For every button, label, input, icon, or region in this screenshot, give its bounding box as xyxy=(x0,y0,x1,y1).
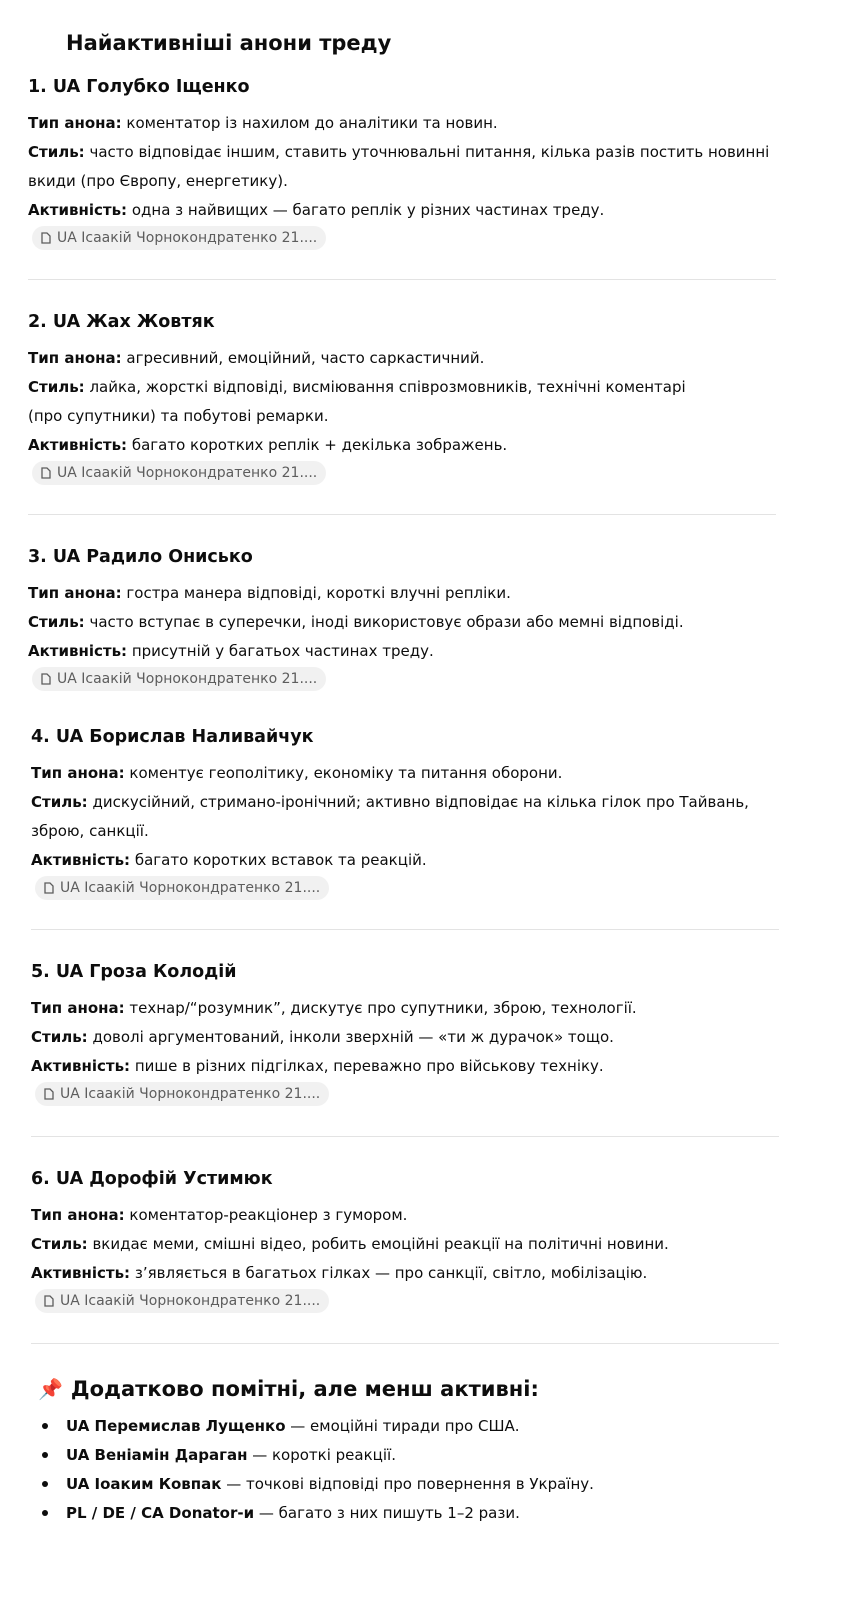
list-item xyxy=(40,1499,594,1528)
field-label-type: Тип анона: xyxy=(28,114,122,132)
field-value: агресивний, емоційний, часто саркастичний. xyxy=(126,349,485,367)
list-item xyxy=(40,1412,594,1441)
source-chip-label: UA Ісаакій Чорнокондратенко 21.... xyxy=(60,1293,321,1309)
anon-type xyxy=(31,994,779,1023)
anon-style xyxy=(28,608,776,637)
source-citation-chip[interactable] xyxy=(35,1082,329,1106)
divider xyxy=(28,279,776,280)
field-label-style: Стиль: xyxy=(28,143,85,161)
anon-type xyxy=(31,1201,779,1230)
anon-style xyxy=(28,138,776,196)
source-citation-chip[interactable] xyxy=(32,226,326,250)
list-item xyxy=(40,1441,594,1470)
source-chip-label: UA Ісаакій Чорнокондратенко 21.... xyxy=(57,465,318,481)
anon-type xyxy=(28,109,776,138)
field-value: лайка, жорсткі відповіді, висміювання співрозмовників, технічні коментарі (про супутники) та побутові ремарки. xyxy=(28,378,686,425)
anon-name: 5. UA Гроза Колодій xyxy=(31,962,237,982)
anon-name: 4. UA Борислав Наливайчук xyxy=(31,727,314,747)
anon-activity xyxy=(28,637,776,666)
field-value: присутній у багатьох частинах треду. xyxy=(131,642,434,660)
field-label-style: Стиль: xyxy=(31,793,88,811)
field-label-style: Стиль: xyxy=(28,613,85,631)
document-icon xyxy=(41,673,51,685)
anon-activity xyxy=(31,1052,779,1081)
page-title: Найактивніші анони треду xyxy=(66,31,392,55)
anon-style xyxy=(31,788,779,846)
anon-name: 1. UA Голубко Іщенко xyxy=(28,77,250,97)
anon-name: 2. UA Жах Жовтяк xyxy=(28,312,215,332)
anon-section xyxy=(28,310,776,485)
document-icon xyxy=(44,1088,54,1100)
field-value: багато коротких реплік + декілька зображень. xyxy=(131,436,508,454)
anon-style xyxy=(28,373,708,431)
bullet xyxy=(42,1452,48,1458)
field-label-type: Тип анона: xyxy=(28,349,122,367)
anon-type xyxy=(31,759,779,788)
field-label-type: Тип анона: xyxy=(28,584,122,602)
list-item xyxy=(40,1470,594,1499)
anon-section xyxy=(31,725,779,900)
divider xyxy=(28,514,776,515)
divider xyxy=(31,1136,779,1137)
bullet xyxy=(42,1510,48,1516)
source-chip-label: UA Ісаакій Чорнокондратенко 21.... xyxy=(57,671,318,687)
field-label-type: Тип анона: xyxy=(31,764,125,782)
anon-activity xyxy=(28,431,776,460)
field-value: з’являється в багатьох гілках — про санкції, світло, мобілізацію. xyxy=(134,1264,648,1282)
extra-item-name: UA Перемислав Лущенко xyxy=(66,1417,286,1435)
anon-name: 3. UA Радило Онисько xyxy=(28,547,253,567)
anon-section xyxy=(28,545,776,691)
anon-style xyxy=(31,1230,779,1259)
anon-type xyxy=(28,579,776,608)
field-label-activity: Активність: xyxy=(31,851,131,869)
bullet xyxy=(42,1423,48,1429)
field-value: доволі аргументований, інколи зверхній — «ти ж дурачок» тощо. xyxy=(92,1028,614,1046)
extra-item-desc: — точкові відповіді про повернення в Україну. xyxy=(221,1475,594,1493)
field-value: технар/“розумник”, дискутує про супутники, зброю, технології. xyxy=(129,999,637,1017)
field-label-style: Стиль: xyxy=(31,1235,88,1253)
field-value: часто відповідає іншим, ставить уточнювальні питання, кілька разів постить новинні вкиди (про Європу, енергетику). xyxy=(28,143,770,190)
source-citation-chip[interactable] xyxy=(32,667,326,691)
bullet xyxy=(42,1481,48,1487)
field-label-activity: Активність: xyxy=(31,1264,131,1282)
divider xyxy=(31,929,779,930)
extra-item-desc: — короткі реакції. xyxy=(247,1446,396,1464)
divider xyxy=(31,1343,779,1344)
anon-style xyxy=(31,1023,779,1052)
field-value: одна з найвищих — багато реплік у різних частинах треду. xyxy=(131,201,605,219)
field-label-type: Тип анона: xyxy=(31,999,125,1017)
field-value: коментатор-реакціонер з гумором. xyxy=(129,1206,408,1224)
anon-name: 6. UA Дорофій Устимюк xyxy=(31,1169,273,1189)
field-label-activity: Активність: xyxy=(28,642,128,660)
field-label-style: Стиль: xyxy=(31,1028,88,1046)
field-value: коментатор із нахилом до аналітики та новин. xyxy=(126,114,498,132)
extra-item-name: UA Іоаким Ковпак xyxy=(66,1475,222,1493)
field-label-activity: Активність: xyxy=(28,201,128,219)
source-citation-chip[interactable] xyxy=(35,1289,329,1313)
extra-item-desc: — багато з них пишуть 1–2 рази. xyxy=(254,1504,520,1522)
document-icon xyxy=(41,467,51,479)
field-value: гостра манера відповіді, короткі влучні репліки. xyxy=(126,584,511,602)
field-label-activity: Активність: xyxy=(31,1057,131,1075)
pushpin-icon: 📌 xyxy=(38,1377,63,1401)
anon-activity xyxy=(31,1259,779,1288)
extra-list xyxy=(40,1412,594,1528)
anon-section xyxy=(28,75,776,250)
document-icon xyxy=(41,232,51,244)
field-value: пише в різних підгілках, переважно про військову техніку. xyxy=(134,1057,604,1075)
field-value: коментує геополітику, економіку та питання оборони. xyxy=(129,764,563,782)
extra-item-name: PL / DE / CA Donator-и xyxy=(66,1504,255,1522)
source-citation-chip[interactable] xyxy=(32,461,326,485)
extra-item-desc: — емоційні тиради про США. xyxy=(285,1417,520,1435)
anon-activity xyxy=(28,196,776,225)
field-value: дискусійний, стримано-іронічний; активно відповідає на кілька гілок про Тайвань, зброю, санкції. xyxy=(31,793,749,840)
source-chip-label: UA Ісаакій Чорнокондратенко 21.... xyxy=(60,880,321,896)
anon-section xyxy=(31,960,779,1106)
field-value: багато коротких вставок та реакцій. xyxy=(134,851,427,869)
anon-section xyxy=(31,1167,779,1313)
field-label-style: Стиль: xyxy=(28,378,85,396)
document-icon xyxy=(44,882,54,894)
field-value: вкидає меми, смішні відео, робить емоційні реакції на політичні новини. xyxy=(92,1235,669,1253)
field-label-type: Тип анона: xyxy=(31,1206,125,1224)
extra-heading xyxy=(38,1373,539,1405)
field-label-activity: Активність: xyxy=(28,436,128,454)
source-chip-label: UA Ісаакій Чорнокондратенко 21.... xyxy=(57,230,318,246)
extra-heading-text: Додатково помітні, але менш активні: xyxy=(70,1377,539,1401)
extra-item-name: UA Веніамін Дараган xyxy=(66,1446,248,1464)
anon-type xyxy=(28,344,776,373)
document-icon xyxy=(44,1295,54,1307)
source-chip-label: UA Ісаакій Чорнокондратенко 21.... xyxy=(60,1086,321,1102)
field-value: часто вступає в суперечки, іноді використовує образи або мемні відповіді. xyxy=(89,613,684,631)
source-citation-chip[interactable] xyxy=(35,876,329,900)
anon-activity xyxy=(31,846,779,875)
